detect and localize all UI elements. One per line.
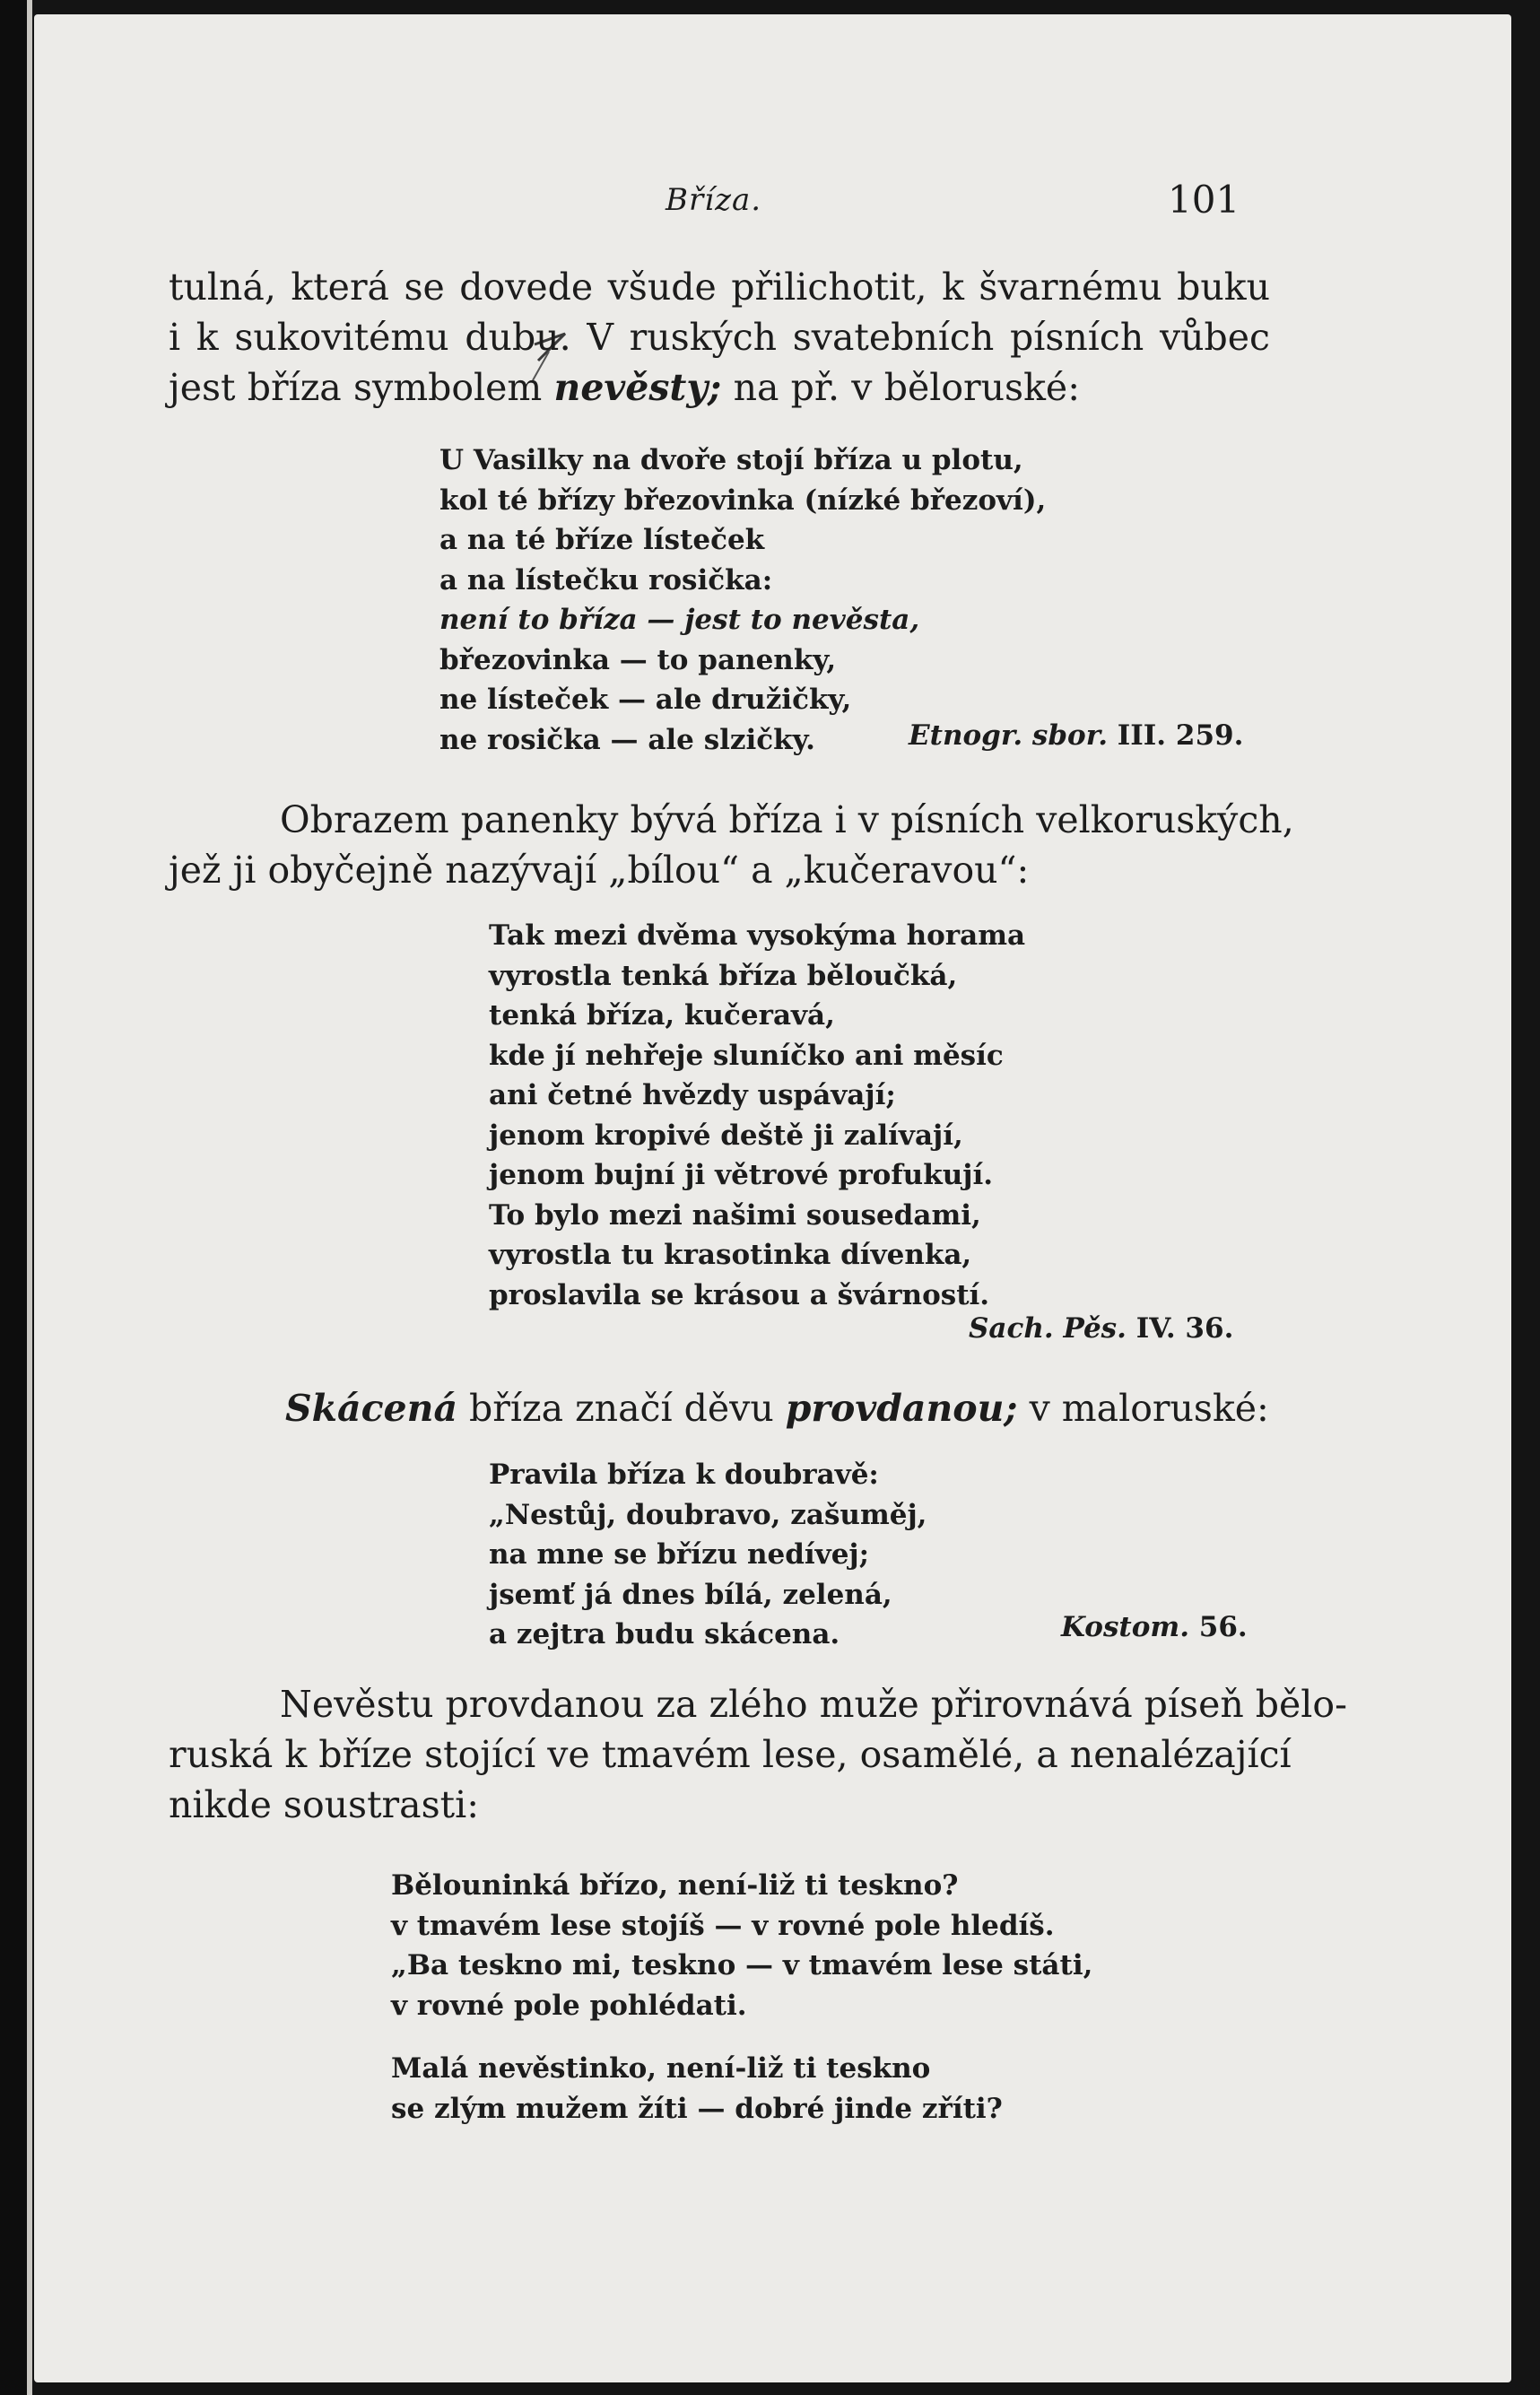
verse-source-citation — [969, 1312, 1233, 1345]
verse-line: a zejtra budu skácena. — [489, 1618, 840, 1650]
verse-line: proslavila se krásou a švárností. — [489, 1278, 990, 1311]
text-run: na př. v běloruské: — [721, 366, 1081, 409]
paragraph-1 — [169, 262, 1270, 413]
source-ref: III. 259. — [1108, 719, 1244, 752]
verse-line: na mne se břízu nedívej; — [489, 1538, 870, 1571]
verse-block-5 — [391, 2049, 1003, 2129]
verse-line: kol té břízy březovinka (nízké březoví), — [439, 483, 1047, 517]
verse-line: kde jí nehřeje sluníčko ani měsíc — [489, 1039, 1004, 1072]
verse-line: Tak mezi dvěma vysokýma horama — [489, 919, 1026, 952]
scan-left-edge — [0, 0, 30, 2395]
verse-line: ani četné hvězdy uspávají; — [489, 1079, 896, 1111]
emphasis-text: není to bříza — jest to nevěsta, — [439, 604, 920, 636]
paragraph-2 — [169, 795, 1294, 895]
verse-line: vyrostla tenká bříza běloučká, — [489, 959, 958, 992]
source-ref: IV. 36. — [1126, 1312, 1234, 1345]
verse-line: ne rosička — ale slzičky. — [439, 723, 815, 756]
running-header-title: Bříza. — [666, 182, 762, 218]
verse-line: „Nestůj, doubravo, zašuměj, — [489, 1498, 927, 1531]
verse-line — [439, 600, 1046, 640]
verse-line: jsemť já dnes bílá, zelená, — [489, 1578, 892, 1611]
source-title: Kostom. — [1061, 1611, 1189, 1643]
text-run: jest bříza symbolem — [169, 366, 554, 409]
verse-block-4 — [391, 1866, 1092, 2025]
verse-line: jenom bujní ji větrové profukují. — [489, 1159, 994, 1191]
emphasis-text: nevěsty; — [553, 366, 722, 409]
emphasis-text: Skácená — [285, 1387, 458, 1430]
paragraph-line: tulná, která se dovede všude přilichotit, k švarnému buku — [169, 266, 1270, 309]
verse-line: březovinka — to panenky, — [439, 643, 837, 676]
paragraph-line: i k sukovitému dubu. V ruských svatebních písních vůbec — [169, 316, 1270, 359]
verse-line: v rovné pole pohlédati. — [391, 1989, 747, 2022]
source-ref: 56. — [1188, 1611, 1248, 1643]
verse-source-citation — [1061, 1611, 1248, 1643]
verse-line: U Vasilky na dvoře stojí bříza u plotu, — [439, 444, 1023, 476]
verse-line: ne lísteček — ale družičky, — [439, 684, 852, 716]
paragraph-line — [169, 1679, 1347, 1729]
emphasis-text: provdanou; — [785, 1387, 1018, 1430]
verse-line: vyrostla tu krasotinka dívenka, — [489, 1239, 972, 1271]
verse-source-citation — [909, 719, 1243, 752]
paragraph-line: jež ji obyčejně nazývají „bílou“ a „kučeravou“: — [169, 849, 1030, 892]
verse-line: „Ba teskno mi, teskno — v tmavém lese státi, — [391, 1949, 1093, 1981]
verse-line: Bělouninká břízo, není-liž ti teskno? — [391, 1869, 959, 1902]
source-title: Etnogr. sbor. — [909, 719, 1108, 752]
text-run: bříza značí děvu — [457, 1387, 786, 1430]
verse-line: a na lístečku rosička: — [439, 563, 773, 597]
scan-spine — [27, 0, 32, 2395]
text-run: v maloruské: — [1017, 1387, 1269, 1430]
paragraph-line: nikde soustrasti: — [169, 1783, 480, 1826]
verse-line: Malá nevěstinko, není-liž ti teskno — [391, 2052, 931, 2085]
verse-line: v tmavém lese stojíš — v rovné pole hledíš. — [391, 1909, 1055, 1942]
verse-line: jenom kropivé deště ji zalívají, — [489, 1119, 963, 1152]
verse-block-3 — [489, 1455, 927, 1655]
paragraph-line — [169, 362, 1080, 413]
text-run: Obrazem panenky bývá bříza i v písních velkoruských, — [280, 798, 1294, 841]
paragraph-line — [169, 795, 1294, 845]
verse-line: a na té bříze lísteček — [439, 524, 765, 556]
verse-block-2 — [489, 916, 1025, 1315]
paragraph-line — [285, 1383, 1272, 1433]
paragraph-3 — [285, 1383, 1272, 1433]
verse-line: To bylo mezi našimi sousedami, — [489, 1198, 981, 1232]
page-number: 101 — [1168, 178, 1240, 222]
verse-line: tenká bříza, kučeravá, — [489, 999, 835, 1032]
text-run: Nevěstu provdanou za zlého muže přirovnává píseň bělo- — [280, 1683, 1347, 1726]
verse-block-1 — [439, 440, 1046, 760]
source-title: Sach. Pěs. — [969, 1312, 1127, 1345]
paragraph-4 — [169, 1679, 1347, 1830]
verse-line: Pravila bříza k doubravě: — [489, 1459, 879, 1491]
paragraph-line: ruská k bříze stojící ve tmavém lese, osamělé, a nenalézající — [169, 1733, 1292, 1776]
verse-line: se zlým mužem žíti — dobré jinde zříti? — [391, 2092, 1003, 2125]
